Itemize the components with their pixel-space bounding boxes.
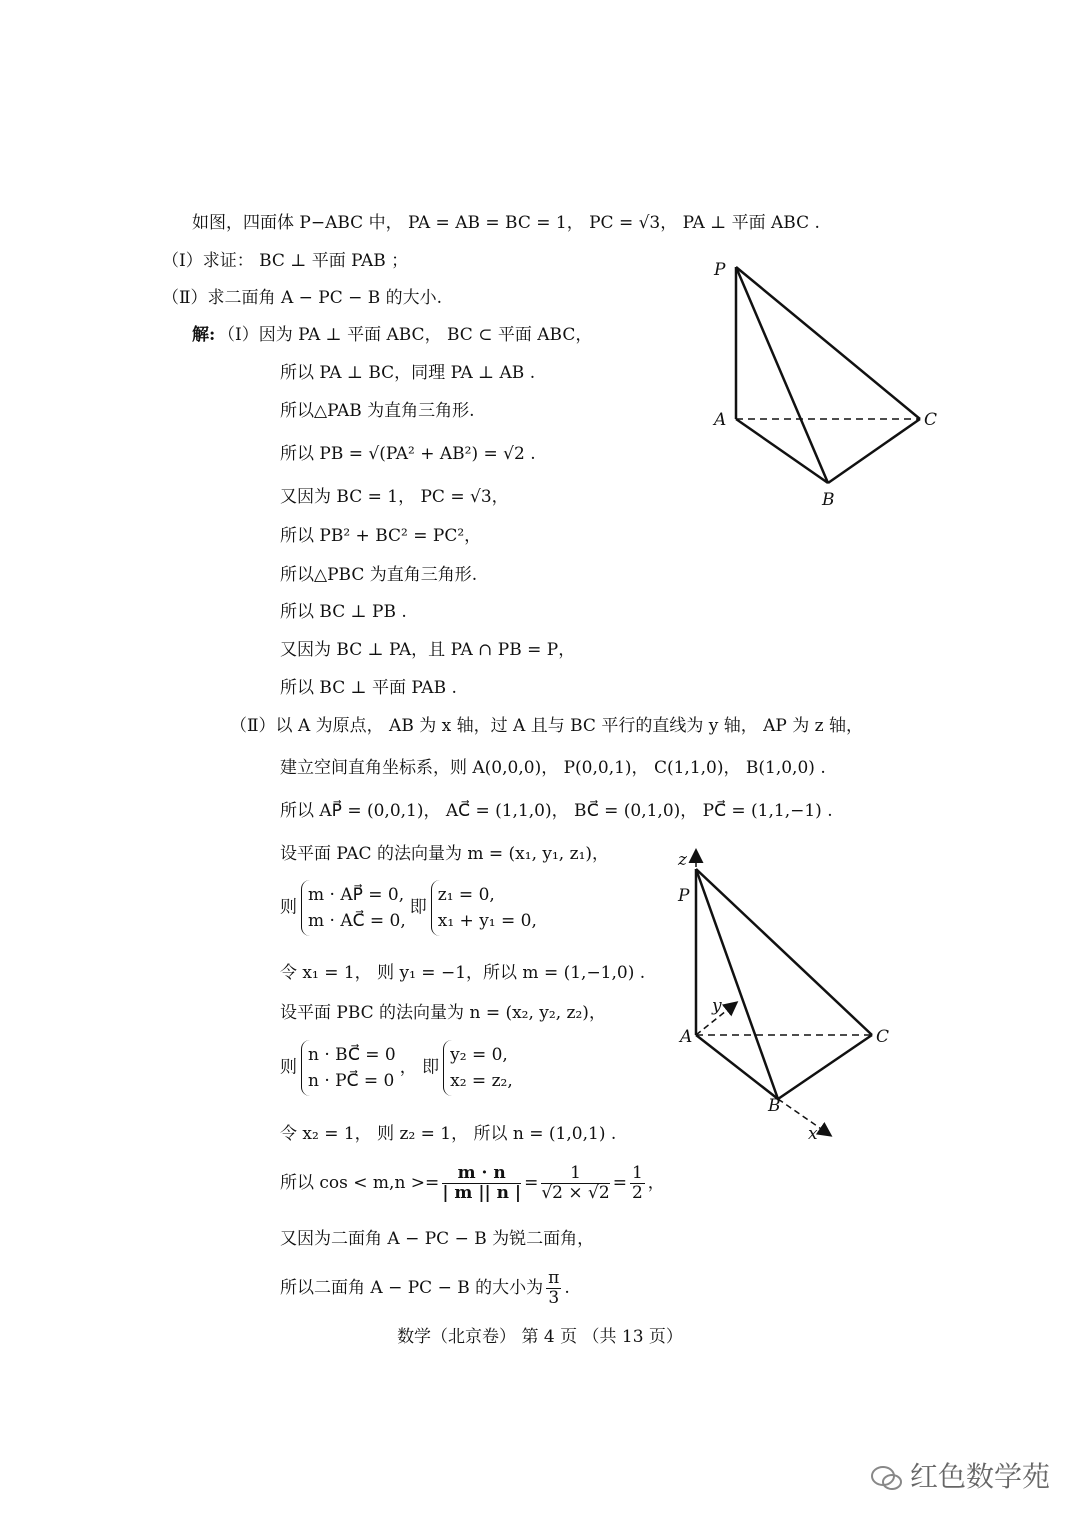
label-p: P bbox=[678, 886, 690, 906]
coordinate-figure bbox=[670, 845, 910, 1145]
fraction: $\frac{1}{2}$ bbox=[631, 1163, 643, 1203]
edge-pb bbox=[696, 869, 778, 1099]
sys-prefix: 则 bbox=[280, 897, 297, 918]
solution-line: 又因为二面角 A − PC − B 为锐二面角， bbox=[280, 1229, 595, 1249]
sys-brace bbox=[443, 1040, 513, 1096]
sys-prefix: 则 bbox=[280, 1057, 297, 1078]
label-z: z bbox=[678, 850, 687, 870]
solution-line: 所以 PA ⊥ BC，同理 PA ⊥ AB . bbox=[280, 363, 536, 383]
solution-line: 所以△PBC 为直角三角形. bbox=[280, 565, 478, 585]
solution-line: 设平面 PBC 的法向量为 n = (x₂, y₂, z₂)， bbox=[280, 1003, 606, 1023]
solution-line: 建立空间直角坐标系，则 A(0,0,0)， P(0,0,1)， C(1,1,0)， B(1,0,0) . bbox=[280, 758, 826, 778]
sys-eq: z₁ = 0, bbox=[437, 885, 495, 905]
solution-line: 令 x₁ = 1， 则 y₁ = −1，所以 m = (1,−1,0) . bbox=[280, 963, 646, 983]
solution-line: 所以 AP⃗ = (0,0,1)， AC⃗ = (1,1,0)， BC⃗ = (0,1,0)， PC⃗ = (1,1,−1) . bbox=[280, 801, 833, 821]
sys-eq: m · AC⃗ = 0, bbox=[308, 911, 406, 931]
sys-eq: n · PC⃗ = 0 bbox=[308, 1071, 395, 1091]
sys-eq: x₁ + y₁ = 0, bbox=[437, 911, 537, 931]
cos-prefix: 所以 cos < m,n >= bbox=[280, 1173, 440, 1193]
solution-line: 所以△PAB 为直角三角形. bbox=[280, 401, 475, 421]
equation-system-1 bbox=[280, 880, 541, 936]
sys-eq: m · AP⃗ = 0, bbox=[308, 885, 405, 905]
fraction: $\frac{\pi}{3}$ bbox=[548, 1268, 560, 1308]
sys-eq: n · BC⃗ = 0 bbox=[308, 1045, 396, 1065]
label-c: C bbox=[924, 410, 938, 430]
sys-brace bbox=[431, 880, 537, 936]
label-a: A bbox=[714, 410, 727, 430]
solution-line: 又因为 BC = 1， PC = √3， bbox=[280, 487, 509, 507]
figure-edges bbox=[696, 869, 872, 1099]
label-p: P bbox=[714, 260, 726, 280]
watermark bbox=[870, 1455, 1050, 1495]
x-axis-arrow bbox=[778, 1099, 830, 1135]
sys-brace bbox=[301, 880, 406, 936]
edge-bc bbox=[828, 419, 920, 483]
label-x: x bbox=[808, 1124, 818, 1144]
solution-line: （Ⅱ）以 A 为原点， AB 为 x 轴，过 A 且与 BC 平行的直线为 y 轴， AP 为 z 轴， bbox=[230, 716, 864, 736]
label-b: B bbox=[822, 490, 835, 510]
sys-brace bbox=[301, 1040, 396, 1096]
tetrahedron-figure bbox=[700, 255, 960, 515]
page-footer: 数学（北京卷） 第 4 页 （共 13 页） bbox=[397, 1327, 683, 1347]
equation-system-2 bbox=[280, 1040, 517, 1096]
solution-line: 所以 BC ⊥ PB . bbox=[280, 602, 407, 622]
problem-part2: （Ⅱ）求二面角 A − PC − B 的大小. bbox=[162, 288, 443, 308]
watermark-text: 红色数学苑 bbox=[910, 1460, 1051, 1493]
wechat-icon bbox=[870, 1463, 904, 1493]
edge-bc bbox=[778, 1035, 872, 1099]
cos-line: 所以 cos < m,n >= $\frac{m \cdot n}{| m || n |}$ = $\frac{1}{√2 \times √2}$ = $\frac{1}{2}$ ， bbox=[280, 1163, 665, 1203]
sys-eq: x₂ = z₂, bbox=[450, 1071, 513, 1091]
edge-pc bbox=[736, 267, 920, 419]
problem-part1: （Ⅰ）求证： BC ⊥ 平面 PAB ； bbox=[162, 251, 409, 271]
problem-intro: 如图，四面体 P−ABC 中， PA = AB = BC = 1， PC = √3， PA ⊥ 平面 ABC . bbox=[192, 213, 820, 233]
solution-line: （Ⅰ）因为 PA ⊥ 平面 ABC， BC ⊂ 平面 ABC， bbox=[218, 325, 593, 345]
solution-label: 解: bbox=[192, 325, 216, 345]
solution-line: 又因为 BC ⊥ PA，且 PA ∩ PB = P， bbox=[280, 640, 576, 660]
solution-line: 所以 PB² + BC² = PC²， bbox=[280, 526, 482, 546]
sys-mid: 即 bbox=[409, 897, 427, 918]
figure-edges bbox=[736, 267, 920, 483]
solution-line: 设平面 PAC 的法向量为 m = (x₁, y₁, z₁)， bbox=[280, 844, 610, 864]
sys-eq: y₂ = 0, bbox=[450, 1045, 508, 1065]
label-b: B bbox=[768, 1096, 781, 1116]
label-a: A bbox=[680, 1027, 693, 1047]
solution-line: 所以 PB = √(PA² + AB²) = √2 . bbox=[280, 444, 536, 464]
solution-line: 令 x₂ = 1， 则 z₂ = 1， 所以 n = (1,0,1) . bbox=[280, 1124, 617, 1144]
final-line: 所以二面角 A − PC − B 的大小为 $\frac{\pi}{3}$ . bbox=[280, 1268, 570, 1308]
solution-line: 所以 BC ⊥ 平面 PAB . bbox=[280, 678, 457, 698]
edge-pc bbox=[696, 869, 872, 1035]
final-prefix: 所以二面角 A − PC − B 的大小为 bbox=[280, 1278, 544, 1298]
label-y: y bbox=[712, 996, 722, 1016]
fraction: $\frac{m \cdot n}{| m || n |}$ bbox=[442, 1163, 522, 1203]
label-c: C bbox=[876, 1027, 890, 1047]
fraction: $\frac{1}{√2 \times √2}$ bbox=[541, 1163, 610, 1203]
sys-mid: ， 即 bbox=[399, 1057, 440, 1078]
